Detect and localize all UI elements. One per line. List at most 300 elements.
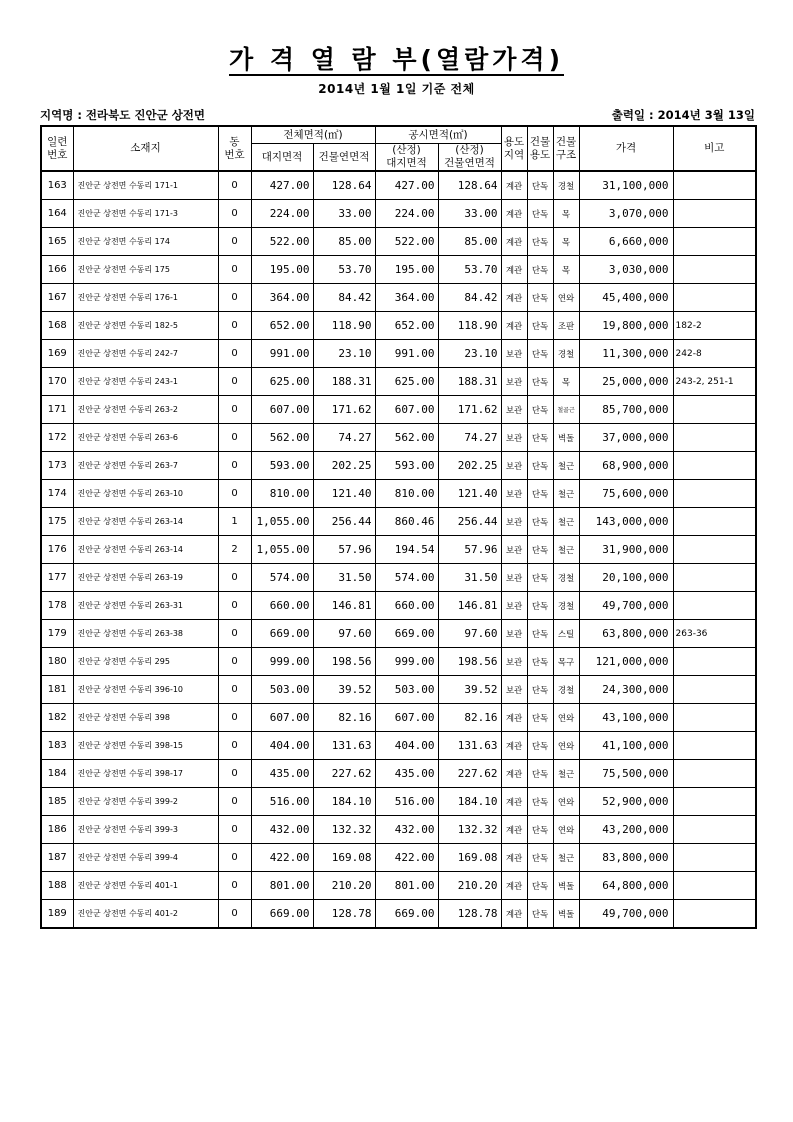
note-cell <box>673 508 756 536</box>
land-area-cell: 652.00 <box>251 312 313 340</box>
building-structure-cell: 연와 <box>553 704 579 732</box>
land-area-cell: 593.00 <box>251 452 313 480</box>
table-row <box>41 704 756 732</box>
serial-cell: 188 <box>41 872 73 900</box>
building-structure-cell: 철근 <box>553 508 579 536</box>
zone-cell: 계관 <box>501 284 527 312</box>
note-cell <box>673 816 756 844</box>
building-area-cell: 146.81 <box>313 592 375 620</box>
building-use-cell: 단독 <box>527 704 553 732</box>
building-structure-cell: 철근 <box>553 480 579 508</box>
land-area-cell: 522.00 <box>251 228 313 256</box>
note-cell <box>673 676 756 704</box>
land-area-cell: 607.00 <box>251 396 313 424</box>
price-cell: 43,200,000 <box>579 816 673 844</box>
serial-cell: 169 <box>41 340 73 368</box>
dong-cell: 0 <box>218 452 251 480</box>
building-structure-cell: 연와 <box>553 816 579 844</box>
price-cell: 52,900,000 <box>579 788 673 816</box>
public-land-area-cell: 427.00 <box>375 171 438 200</box>
dong-cell: 0 <box>218 704 251 732</box>
price-cell: 24,300,000 <box>579 676 673 704</box>
table-row <box>41 368 756 396</box>
building-area-cell: 256.44 <box>313 508 375 536</box>
note-cell <box>673 760 756 788</box>
building-area-cell: 210.20 <box>313 872 375 900</box>
table-row <box>41 676 756 704</box>
location-cell: 진안군 상전면 수동리 176-1 <box>73 284 218 312</box>
price-cell: 19,800,000 <box>579 312 673 340</box>
public-land-area-cell: 432.00 <box>375 816 438 844</box>
dong-cell: 0 <box>218 732 251 760</box>
land-area-cell: 669.00 <box>251 900 313 929</box>
building-structure-cell: 목 <box>553 256 579 284</box>
public-building-area-cell: 84.42 <box>438 284 501 312</box>
table-row <box>41 900 756 929</box>
location-cell: 진안군 상전면 수동리 263-19 <box>73 564 218 592</box>
building-use-cell: 단독 <box>527 284 553 312</box>
building-use-cell: 단독 <box>527 816 553 844</box>
table-row <box>41 872 756 900</box>
location-cell: 진안군 상전면 수동리 398-17 <box>73 760 218 788</box>
public-building-area-cell: 210.20 <box>438 872 501 900</box>
price-cell: 43,100,000 <box>579 704 673 732</box>
header-building-area: 건물연면적 <box>313 144 375 172</box>
building-use-cell: 단독 <box>527 200 553 228</box>
building-area-cell: 39.52 <box>313 676 375 704</box>
building-use-cell: 단독 <box>527 564 553 592</box>
dong-cell: 0 <box>218 900 251 929</box>
location-cell: 진안군 상전면 수동리 171-3 <box>73 200 218 228</box>
public-building-area-cell: 128.64 <box>438 171 501 200</box>
serial-cell: 180 <box>41 648 73 676</box>
zone-cell: 계관 <box>501 704 527 732</box>
building-use-cell: 단독 <box>527 760 553 788</box>
serial-cell: 187 <box>41 844 73 872</box>
building-use-cell: 단독 <box>527 620 553 648</box>
location-cell: 진안군 상전면 수동리 243-1 <box>73 368 218 396</box>
serial-cell: 178 <box>41 592 73 620</box>
dong-cell: 0 <box>218 620 251 648</box>
dong-cell: 0 <box>218 312 251 340</box>
page-title: 가 격 열 람 부(열람가격) <box>228 45 565 74</box>
header-public-land-area: (산정) 대지면적 <box>375 144 438 172</box>
land-area-cell: 669.00 <box>251 620 313 648</box>
price-cell: 37,000,000 <box>579 424 673 452</box>
building-area-cell: 184.10 <box>313 788 375 816</box>
public-land-area-cell: 669.00 <box>375 900 438 929</box>
table-row <box>41 480 756 508</box>
header-public-building-area: (산정) 건물연면적 <box>438 144 501 172</box>
public-land-area-cell: 516.00 <box>375 788 438 816</box>
dong-cell: 0 <box>218 788 251 816</box>
building-area-cell: 85.00 <box>313 228 375 256</box>
note-cell: 263-36 <box>673 620 756 648</box>
building-area-cell: 202.25 <box>313 452 375 480</box>
header-building-structure: 건물 구조 <box>553 126 579 171</box>
building-area-cell: 97.60 <box>313 620 375 648</box>
building-area-cell: 82.16 <box>313 704 375 732</box>
zone-cell: 계관 <box>501 312 527 340</box>
table-row <box>41 228 756 256</box>
print-date: 출력일 : 2014년 3월 13일 <box>611 108 755 122</box>
serial-cell: 173 <box>41 452 73 480</box>
table-row <box>41 508 756 536</box>
price-cell: 49,700,000 <box>579 900 673 929</box>
zone-cell: 보관 <box>501 676 527 704</box>
note-cell <box>673 536 756 564</box>
header-price: 가격 <box>579 126 673 171</box>
public-building-area-cell: 118.90 <box>438 312 501 340</box>
public-land-area-cell: 593.00 <box>375 452 438 480</box>
dong-cell: 0 <box>218 872 251 900</box>
price-cell: 45,400,000 <box>579 284 673 312</box>
building-structure-cell: 경철 <box>553 171 579 200</box>
zone-cell: 보관 <box>501 368 527 396</box>
building-area-cell: 33.00 <box>313 200 375 228</box>
table-row <box>41 200 756 228</box>
land-area-cell: 991.00 <box>251 340 313 368</box>
building-structure-cell: 경철 <box>553 592 579 620</box>
price-cell: 64,800,000 <box>579 872 673 900</box>
header-location: 소재지 <box>73 126 218 171</box>
public-building-area-cell: 128.78 <box>438 900 501 929</box>
building-use-cell: 단독 <box>527 452 553 480</box>
dong-cell: 0 <box>218 816 251 844</box>
building-use-cell: 단독 <box>527 592 553 620</box>
location-cell: 진안군 상전면 수동리 242-7 <box>73 340 218 368</box>
zone-cell: 계관 <box>501 816 527 844</box>
location-cell: 진안군 상전면 수동리 263-10 <box>73 480 218 508</box>
dong-cell: 0 <box>218 340 251 368</box>
table-row <box>41 816 756 844</box>
building-structure-cell: 목구 <box>553 648 579 676</box>
public-land-area-cell: 999.00 <box>375 648 438 676</box>
land-area-cell: 422.00 <box>251 844 313 872</box>
dong-cell: 0 <box>218 256 251 284</box>
note-cell <box>673 284 756 312</box>
public-building-area-cell: 82.16 <box>438 704 501 732</box>
price-cell: 41,100,000 <box>579 732 673 760</box>
building-use-cell: 단독 <box>527 872 553 900</box>
public-land-area-cell: 364.00 <box>375 284 438 312</box>
location-cell: 진안군 상전면 수동리 171-1 <box>73 171 218 200</box>
note-cell <box>673 648 756 676</box>
zone-cell: 보관 <box>501 648 527 676</box>
building-structure-cell: 조판 <box>553 312 579 340</box>
public-land-area-cell: 625.00 <box>375 368 438 396</box>
price-cell: 85,700,000 <box>579 396 673 424</box>
public-land-area-cell: 860.46 <box>375 508 438 536</box>
location-cell: 진안군 상전면 수동리 263-31 <box>73 592 218 620</box>
public-building-area-cell: 131.63 <box>438 732 501 760</box>
table-row <box>41 788 756 816</box>
public-building-area-cell: 227.62 <box>438 760 501 788</box>
building-structure-cell: 벽돌 <box>553 900 579 929</box>
land-area-cell: 562.00 <box>251 424 313 452</box>
building-structure-cell: 철근 <box>553 760 579 788</box>
serial-cell: 172 <box>41 424 73 452</box>
zone-cell: 보관 <box>501 620 527 648</box>
note-cell <box>673 452 756 480</box>
header-land-area: 대지면적 <box>251 144 313 172</box>
zone-cell: 보관 <box>501 480 527 508</box>
public-land-area-cell: 195.00 <box>375 256 438 284</box>
building-use-cell: 단독 <box>527 228 553 256</box>
note-cell <box>673 200 756 228</box>
price-cell: 20,100,000 <box>579 564 673 592</box>
serial-cell: 189 <box>41 900 73 929</box>
dong-cell: 0 <box>218 844 251 872</box>
note-cell: 242-8 <box>673 340 756 368</box>
building-structure-cell: 벽돌 <box>553 872 579 900</box>
dong-cell: 0 <box>218 284 251 312</box>
land-area-cell: 1,055.00 <box>251 508 313 536</box>
building-area-cell: 132.32 <box>313 816 375 844</box>
dong-cell: 0 <box>218 648 251 676</box>
building-structure-cell: 경철 <box>553 564 579 592</box>
note-cell <box>673 592 756 620</box>
public-land-area-cell: 652.00 <box>375 312 438 340</box>
building-area-cell: 118.90 <box>313 312 375 340</box>
serial-cell: 163 <box>41 171 73 200</box>
dong-cell: 1 <box>218 508 251 536</box>
land-area-cell: 503.00 <box>251 676 313 704</box>
price-cell: 143,000,000 <box>579 508 673 536</box>
dong-cell: 0 <box>218 564 251 592</box>
land-area-cell: 1,055.00 <box>251 536 313 564</box>
serial-cell: 164 <box>41 200 73 228</box>
price-cell: 3,070,000 <box>579 200 673 228</box>
table-row <box>41 424 756 452</box>
zone-cell: 계관 <box>501 788 527 816</box>
land-area-cell: 801.00 <box>251 872 313 900</box>
note-cell <box>673 872 756 900</box>
dong-cell: 0 <box>218 676 251 704</box>
price-cell: 3,030,000 <box>579 256 673 284</box>
location-cell: 진안군 상전면 수동리 263-38 <box>73 620 218 648</box>
building-area-cell: 171.62 <box>313 396 375 424</box>
building-area-cell: 128.78 <box>313 900 375 929</box>
header-total-area: 전체면적(㎡) <box>251 126 375 144</box>
note-cell: 243-2, 251-1 <box>673 368 756 396</box>
public-land-area-cell: 224.00 <box>375 200 438 228</box>
header-serial: 일련 번호 <box>41 126 73 171</box>
public-land-area-cell: 660.00 <box>375 592 438 620</box>
zone-cell: 계관 <box>501 872 527 900</box>
public-building-area-cell: 169.08 <box>438 844 501 872</box>
public-building-area-cell: 31.50 <box>438 564 501 592</box>
price-cell: 31,100,000 <box>579 171 673 200</box>
price-cell: 11,300,000 <box>579 340 673 368</box>
serial-cell: 171 <box>41 396 73 424</box>
building-structure-cell: 연와 <box>553 732 579 760</box>
land-area-cell: 999.00 <box>251 648 313 676</box>
location-cell: 진안군 상전면 수동리 263-14 <box>73 536 218 564</box>
public-land-area-cell: 522.00 <box>375 228 438 256</box>
table-row <box>41 620 756 648</box>
building-use-cell: 단독 <box>527 424 553 452</box>
public-building-area-cell: 85.00 <box>438 228 501 256</box>
serial-cell: 184 <box>41 760 73 788</box>
table-row <box>41 648 756 676</box>
building-structure-cell: 철골근 <box>553 396 579 424</box>
public-building-area-cell: 202.25 <box>438 452 501 480</box>
public-building-area-cell: 74.27 <box>438 424 501 452</box>
building-use-cell: 단독 <box>527 396 553 424</box>
serial-cell: 181 <box>41 676 73 704</box>
building-area-cell: 169.08 <box>313 844 375 872</box>
serial-cell: 175 <box>41 508 73 536</box>
table-header <box>41 126 756 171</box>
public-building-area-cell: 184.10 <box>438 788 501 816</box>
table-row <box>41 564 756 592</box>
zone-cell: 계관 <box>501 256 527 284</box>
dong-cell: 0 <box>218 424 251 452</box>
price-cell: 31,900,000 <box>579 536 673 564</box>
dong-cell: 0 <box>218 200 251 228</box>
table-row <box>41 340 756 368</box>
building-structure-cell: 목 <box>553 368 579 396</box>
note-cell <box>673 228 756 256</box>
location-cell: 진안군 상전면 수동리 398-15 <box>73 732 218 760</box>
serial-cell: 183 <box>41 732 73 760</box>
building-area-cell: 121.40 <box>313 480 375 508</box>
building-use-cell: 단독 <box>527 480 553 508</box>
location-cell: 진안군 상전면 수동리 401-1 <box>73 872 218 900</box>
building-use-cell: 단독 <box>527 732 553 760</box>
public-land-area-cell: 801.00 <box>375 872 438 900</box>
building-use-cell: 단독 <box>527 256 553 284</box>
header-building-use: 건물 용도 <box>527 126 553 171</box>
note-cell <box>673 424 756 452</box>
land-area-cell: 625.00 <box>251 368 313 396</box>
table-row <box>41 592 756 620</box>
building-use-cell: 단독 <box>527 648 553 676</box>
price-cell: 83,800,000 <box>579 844 673 872</box>
serial-cell: 166 <box>41 256 73 284</box>
building-area-cell: 198.56 <box>313 648 375 676</box>
public-land-area-cell: 669.00 <box>375 620 438 648</box>
building-structure-cell: 목 <box>553 200 579 228</box>
note-cell <box>673 480 756 508</box>
serial-cell: 176 <box>41 536 73 564</box>
building-structure-cell: 경철 <box>553 676 579 704</box>
location-cell: 진안군 상전면 수동리 263-2 <box>73 396 218 424</box>
building-use-cell: 단독 <box>527 676 553 704</box>
building-structure-cell: 철근 <box>553 844 579 872</box>
public-land-area-cell: 435.00 <box>375 760 438 788</box>
zone-cell: 보관 <box>501 536 527 564</box>
dong-cell: 0 <box>218 396 251 424</box>
dong-cell: 0 <box>218 228 251 256</box>
zone-cell: 계관 <box>501 200 527 228</box>
land-area-cell: 224.00 <box>251 200 313 228</box>
zone-cell: 계관 <box>501 760 527 788</box>
public-land-area-cell: 991.00 <box>375 340 438 368</box>
zone-cell: 보관 <box>501 508 527 536</box>
zone-cell: 계관 <box>501 844 527 872</box>
price-cell: 75,600,000 <box>579 480 673 508</box>
zone-cell: 계관 <box>501 171 527 200</box>
location-cell: 진안군 상전면 수동리 263-7 <box>73 452 218 480</box>
price-table <box>40 125 757 929</box>
note-cell <box>673 788 756 816</box>
note-cell <box>673 732 756 760</box>
location-cell: 진안군 상전면 수동리 399-4 <box>73 844 218 872</box>
dong-cell: 0 <box>218 760 251 788</box>
dong-cell: 0 <box>218 171 251 200</box>
building-use-cell: 단독 <box>527 368 553 396</box>
table-row <box>41 452 756 480</box>
public-land-area-cell: 810.00 <box>375 480 438 508</box>
zone-cell: 보관 <box>501 424 527 452</box>
note-cell <box>673 256 756 284</box>
building-use-cell: 단독 <box>527 844 553 872</box>
public-building-area-cell: 121.40 <box>438 480 501 508</box>
location-cell: 진안군 상전면 수동리 174 <box>73 228 218 256</box>
price-cell: 25,000,000 <box>579 368 673 396</box>
price-cell: 68,900,000 <box>579 452 673 480</box>
zone-cell: 보관 <box>501 396 527 424</box>
zone-cell: 보관 <box>501 452 527 480</box>
land-area-cell: 435.00 <box>251 760 313 788</box>
building-use-cell: 단독 <box>527 312 553 340</box>
price-cell: 75,500,000 <box>579 760 673 788</box>
serial-cell: 186 <box>41 816 73 844</box>
public-building-area-cell: 256.44 <box>438 508 501 536</box>
public-building-area-cell: 33.00 <box>438 200 501 228</box>
price-cell: 63,800,000 <box>579 620 673 648</box>
public-land-area-cell: 194.54 <box>375 536 438 564</box>
building-structure-cell: 연와 <box>553 788 579 816</box>
public-land-area-cell: 562.00 <box>375 424 438 452</box>
land-area-cell: 404.00 <box>251 732 313 760</box>
header-public-area: 공시면적(㎡) <box>375 126 501 144</box>
public-land-area-cell: 503.00 <box>375 676 438 704</box>
serial-cell: 179 <box>41 620 73 648</box>
land-area-cell: 195.00 <box>251 256 313 284</box>
dong-cell: 2 <box>218 536 251 564</box>
building-use-cell: 단독 <box>527 340 553 368</box>
location-cell: 진안군 상전면 수동리 396-10 <box>73 676 218 704</box>
price-cell: 49,700,000 <box>579 592 673 620</box>
location-cell: 진안군 상전면 수동리 401-2 <box>73 900 218 929</box>
table-row <box>41 256 756 284</box>
table-row <box>41 396 756 424</box>
header-zone: 용도 지역 <box>501 126 527 171</box>
land-area-cell: 810.00 <box>251 480 313 508</box>
building-area-cell: 227.62 <box>313 760 375 788</box>
land-area-cell: 660.00 <box>251 592 313 620</box>
note-cell: 182-2 <box>673 312 756 340</box>
zone-cell: 보관 <box>501 564 527 592</box>
public-land-area-cell: 607.00 <box>375 396 438 424</box>
public-building-area-cell: 39.52 <box>438 676 501 704</box>
location-cell: 진안군 상전면 수동리 263-14 <box>73 508 218 536</box>
location-cell: 진안군 상전면 수동리 399-3 <box>73 816 218 844</box>
location-cell: 진안군 상전면 수동리 398 <box>73 704 218 732</box>
location-cell: 진안군 상전면 수동리 182-5 <box>73 312 218 340</box>
public-land-area-cell: 607.00 <box>375 704 438 732</box>
building-structure-cell: 경철 <box>553 340 579 368</box>
building-area-cell: 57.96 <box>313 536 375 564</box>
building-structure-cell: 연와 <box>553 284 579 312</box>
table-row <box>41 732 756 760</box>
building-structure-cell: 목 <box>553 228 579 256</box>
location-cell: 진안군 상전면 수동리 295 <box>73 648 218 676</box>
table-row <box>41 536 756 564</box>
